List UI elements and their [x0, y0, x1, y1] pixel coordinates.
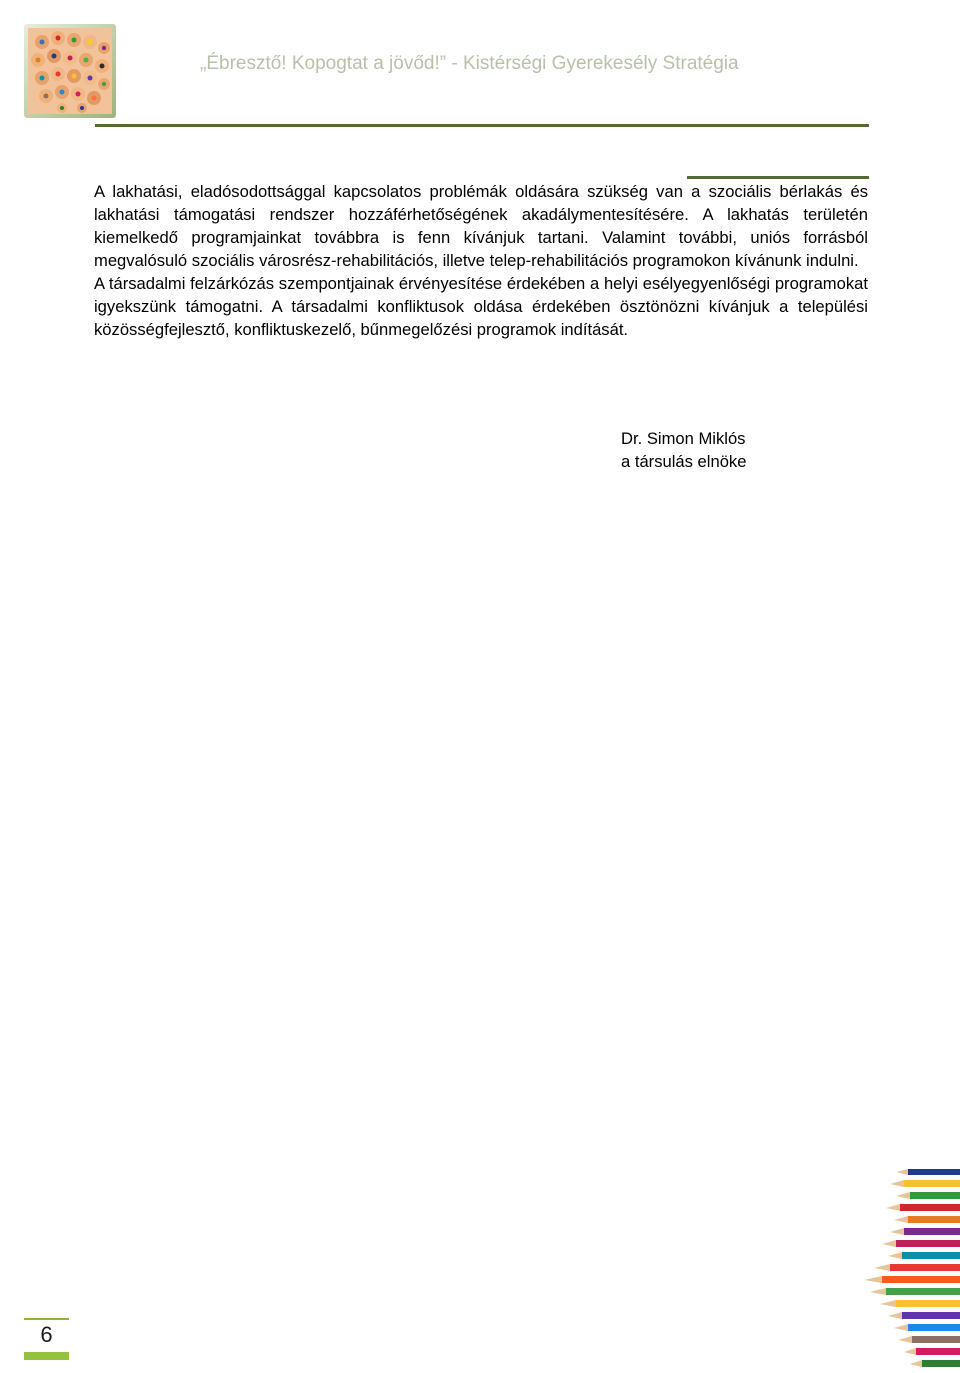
colored-pencils-corner-icon [860, 1165, 960, 1373]
page-number-rule [24, 1318, 69, 1320]
header-title: „Ébresztő! Kopogtat a jövőd!” - Kistérségi Gyerekesély Stratégia [200, 53, 739, 74]
paragraph-2: A társadalmi felzárkózás szempontjainak érvényesítése érdekében a helyi esélyegyenlőségi programokat igyekszünk támogatni. A társadalmi konfliktusok oldása érdekében ösztönözni kívánjuk a települési közösségfejlesztő, konfliktuskezelő, bűnmegelőzési programok indítását. [94, 274, 868, 339]
header-rule [95, 124, 869, 127]
section-rule [687, 176, 869, 179]
signatory-name: Dr. Simon Miklós [621, 429, 746, 448]
signature-block [621, 427, 746, 473]
page-number-bar [24, 1352, 69, 1360]
page-number: 6 [40, 1322, 53, 1347]
pencils-logo-icon [22, 22, 122, 122]
body-text [94, 180, 868, 341]
paragraph-1: A lakhatási, eladósodottsággal kapcsolatos problémák oldására szükség van a szociális bérlakás és lakhatási támogatási rendszer hozzáférhetőségének akadálymentesítésére. A lakhatás területén kiemelkedő programjainkat továbbra is fenn kívánjuk tartani. Valamint további, uniós forrásból megvalósuló szociális városrész-rehabilitációs, illetve telep-rehabilitációs programokon kívánunk indulni. [94, 182, 868, 270]
signatory-role: a társulás elnöke [621, 452, 747, 471]
